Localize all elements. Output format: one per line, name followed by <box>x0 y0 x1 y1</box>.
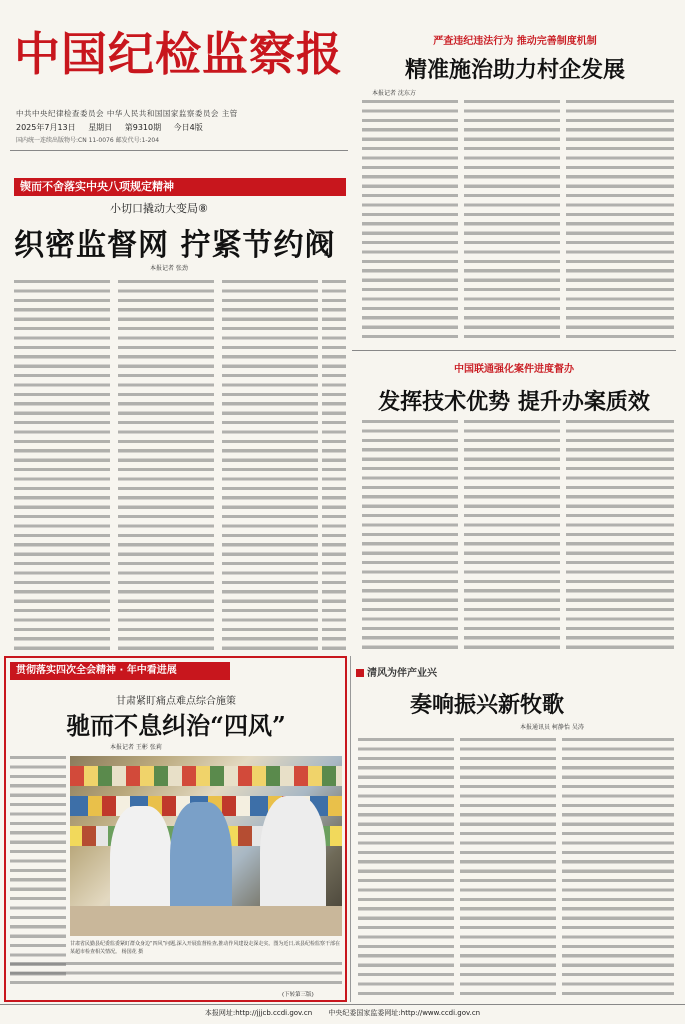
left-banner: 锲而不舍落实中央八项规定精神 <box>14 178 346 196</box>
publication-info: 国内统一连续出版物号:CN 11-0076 邮发代号:1-204 <box>16 137 160 144</box>
footer-link-ccdi[interactable]: 中央纪委国家监委网址:http://www.ccdi.gov.cn <box>328 1009 481 1017</box>
article-text <box>460 738 556 1000</box>
article-text <box>464 100 560 340</box>
article-text <box>10 962 342 988</box>
section-square-icon <box>356 669 364 677</box>
article-text <box>566 420 674 650</box>
footer-rule <box>0 1004 685 1005</box>
mid-right-header <box>352 360 676 416</box>
photo-caption: 甘肃省民勤县纪委监委紧盯群众身边“四风”问题,深入开展监督检查,推动作风建设走深走实。图为近日,该县纪检监察干部在某超市检查相关情况。 杨国花 摄 <box>70 941 340 955</box>
section-label <box>356 664 437 679</box>
article-text <box>362 420 458 650</box>
feature-byline: 本报记者 王彬 张莉 <box>110 744 162 751</box>
article-text <box>118 280 214 650</box>
divider <box>352 350 676 351</box>
shelf-goods <box>70 766 342 786</box>
article-text <box>566 100 674 340</box>
footer-link-newspaper[interactable]: 本报网址:http://jjjcb.ccdi.gov.cn <box>204 1009 313 1017</box>
article-text <box>10 756 66 980</box>
divider <box>10 150 348 151</box>
feature-photo <box>70 756 342 936</box>
top-right-byline: 本报记者 沈东方 <box>372 90 416 97</box>
article-text <box>464 420 560 650</box>
issue-weekday: 星期日 <box>88 123 113 132</box>
article-text <box>358 738 454 1000</box>
top-right-header <box>350 20 680 84</box>
left-headline: 织密监督网 拧紧节约阀 <box>14 228 336 263</box>
footer <box>0 1008 685 1018</box>
mid-right-kicker: 中国联通强化案件进度督办 <box>454 364 574 375</box>
top-right-kicker: 严查违纪违法行为 推动完善制度机制 <box>433 36 597 47</box>
masthead-title: 中国纪检监察报 <box>14 27 343 81</box>
bottom-right-headline: 奏响振兴新牧歌 <box>410 692 565 718</box>
article-text <box>222 280 318 650</box>
section-title: 清风为伴产业兴 <box>367 668 437 679</box>
feature-banner: 贯彻落实四次全会精神 · 年中看进展 <box>10 662 230 680</box>
left-kicker: 小切口撬动大变局⑧ <box>110 202 208 215</box>
mid-right-headline: 发挥技术优势 提升办案质效 <box>378 389 650 415</box>
masthead-org: 中共中央纪律检查委员会 中华人民共和国国家监察委员会 主管 <box>16 109 238 118</box>
feature-headline: 驰而不息纠治“四风” <box>66 711 286 740</box>
continued-note: (下转第三版) <box>282 992 314 998</box>
article-text <box>14 280 110 650</box>
top-right-headline: 精准施治助力村企发展 <box>404 57 625 83</box>
counter <box>70 906 342 936</box>
bottom-right-byline: 本报通讯员 柯静怡 吴涛 <box>520 724 584 731</box>
divider <box>350 656 351 1002</box>
article-text <box>362 100 458 340</box>
article-text <box>562 738 674 1000</box>
article-text <box>322 280 346 650</box>
left-byline: 本报记者 张劲 <box>150 265 188 272</box>
dateline <box>16 122 213 133</box>
issue-date: 2025年7月13日 <box>16 123 76 132</box>
feature-kicker: 甘肃紧盯痛点难点综合施策 <box>116 696 236 707</box>
issue-pages: 今日4版 <box>173 123 203 132</box>
issue-number: 第9310期 <box>124 123 162 132</box>
